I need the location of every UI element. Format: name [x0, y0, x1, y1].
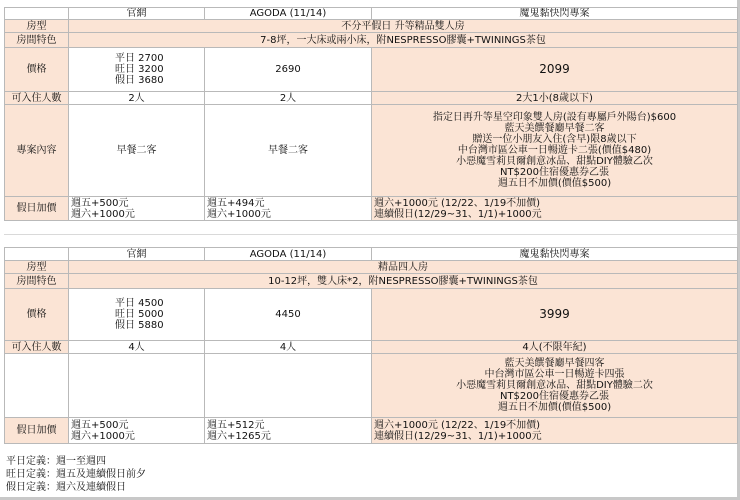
package-item: 中台灣市區公車一日暢遊卡二張(價值$480) — [457, 145, 652, 156]
price-weekday: 平日 4500 — [115, 298, 164, 309]
row-features — [5, 33, 738, 48]
price-peak: 旺日 5000 — [115, 309, 164, 320]
label-surcharge: 假日加價 — [5, 197, 69, 221]
surcharge-line: 週五+500元 — [71, 419, 129, 431]
package-official-empty — [69, 354, 205, 418]
note-peak: 旺日定義：週五及連續假日前夕 — [6, 469, 146, 480]
row-price — [5, 289, 738, 341]
surcharge-official — [69, 418, 205, 444]
note-weekday: 平日定義：週一至週四 — [6, 456, 106, 467]
note-holiday: 假日定義：週六及連續假日 — [6, 482, 126, 493]
header-promo: 魔鬼黏快閃專案 — [372, 248, 738, 261]
surcharge-line: 週六+1000元 — [71, 430, 135, 442]
definitions-notes — [6, 455, 146, 494]
surcharge-promo — [372, 418, 738, 444]
label-price: 價格 — [5, 289, 69, 341]
label-room-type: 房型 — [5, 261, 69, 274]
table-double-room — [4, 7, 738, 221]
label-capacity: 可入住人數 — [5, 92, 69, 105]
package-agoda: 早餐二客 — [205, 105, 372, 197]
label-package: 專案內容 — [5, 105, 69, 197]
package-item: 小惡魔雪莉貝爾創意冰品、甜點DIY體驗二次 — [456, 380, 653, 391]
features-value: 7-8坪，一大床或兩小床，附NESPRESSO膠囊+TWININGS茶包 — [69, 33, 738, 48]
row-surcharge — [5, 197, 738, 221]
header-agoda: AGODA (11/14) — [205, 248, 372, 261]
price-agoda: 2690 — [205, 48, 372, 92]
surcharge-line: 週六+1265元 — [207, 430, 271, 442]
surcharge-line: 週五+500元 — [71, 197, 129, 209]
row-package — [5, 354, 738, 418]
capacity-agoda: 2人 — [205, 92, 372, 105]
price-official — [69, 48, 205, 92]
row-room-type — [5, 20, 738, 33]
table-quad-room — [4, 247, 738, 444]
label-package-empty — [5, 354, 69, 418]
header-agoda: AGODA (11/14) — [205, 8, 372, 20]
package-item: 贈送一位小朋友入住(含早)限8歲以下 — [472, 134, 637, 145]
row-surcharge — [5, 418, 738, 444]
surcharge-line: 連續假日(12/29~31、1/1)+1000元 — [374, 208, 542, 220]
label-room-type: 房型 — [5, 20, 69, 33]
price-official — [69, 289, 205, 341]
header-promo: 魔鬼黏快閃專案 — [372, 8, 738, 20]
package-item: 週五日不加價(價值$500) — [497, 402, 612, 413]
label-price: 價格 — [5, 48, 69, 92]
capacity-agoda: 4人 — [205, 341, 372, 354]
capacity-promo: 4人(不限年紀) — [372, 341, 738, 354]
price-weekday: 平日 2700 — [115, 53, 164, 64]
package-item: 藍天美饌餐廳早餐四客 — [504, 358, 605, 369]
room-type-value: 不分平假日 升等精品雙人房 — [69, 20, 738, 33]
corner-cell — [5, 8, 69, 20]
surcharge-line: 週六+1000元 (12/22、1/19不加價) — [374, 197, 541, 209]
price-peak: 旺日 3200 — [115, 64, 164, 75]
header-row — [5, 8, 738, 20]
package-item: 中台灣市區公車一日暢遊卡四張 — [484, 369, 625, 380]
capacity-official: 4人 — [69, 341, 205, 354]
row-price — [5, 48, 738, 92]
package-promo — [372, 354, 738, 418]
price-holiday: 假日 3680 — [115, 75, 164, 86]
label-surcharge: 假日加價 — [5, 418, 69, 444]
surcharge-agoda — [205, 197, 372, 221]
room-type-value: 精品四人房 — [69, 261, 738, 274]
surcharge-line: 週六+1000元 (12/22、1/19不加價) — [374, 419, 541, 431]
package-item: 週五日不加價(價值$500) — [497, 178, 612, 189]
package-item: 小惡魔雪莉貝爾創意冰品、甜點DIY體驗乙次 — [456, 156, 653, 167]
price-promo: 3999 — [372, 289, 738, 341]
features-value: 10-12坪，雙人床*2，附NESPRESSO膠囊+TWININGS茶包 — [69, 274, 738, 289]
surcharge-agoda — [205, 418, 372, 444]
header-row — [5, 248, 738, 261]
row-capacity — [5, 341, 738, 354]
header-official: 官網 — [69, 248, 205, 261]
label-features: 房間特色 — [5, 33, 69, 48]
label-capacity: 可入住人數 — [5, 341, 69, 354]
surcharge-line: 連續假日(12/29~31、1/1)+1000元 — [374, 430, 542, 442]
package-promo — [372, 105, 738, 197]
price-promo: 2099 — [372, 48, 738, 92]
capacity-official: 2人 — [69, 92, 205, 105]
package-item: NT$200住宿優惠券乙張 — [499, 391, 610, 402]
surcharge-promo — [372, 197, 738, 221]
header-official: 官網 — [69, 8, 205, 20]
package-item: 藍天美饌餐廳早餐二客 — [504, 123, 605, 134]
price-holiday: 假日 5880 — [115, 320, 164, 331]
surcharge-line: 週五+494元 — [207, 197, 265, 209]
row-capacity — [5, 92, 738, 105]
surcharge-official — [69, 197, 205, 221]
package-item: 指定日再升等星空印象雙人房(設有專屬戶外陽台)$600 — [432, 112, 677, 123]
price-agoda: 4450 — [205, 289, 372, 341]
surcharge-line: 週五+512元 — [207, 419, 265, 431]
row-features — [5, 274, 738, 289]
row-package — [5, 105, 738, 197]
gridline — [4, 234, 737, 235]
row-room-type — [5, 261, 738, 274]
package-agoda-empty — [205, 354, 372, 418]
package-item: NT$200住宿優惠券乙張 — [499, 167, 610, 178]
corner-cell — [5, 248, 69, 261]
surcharge-line: 週六+1000元 — [71, 208, 135, 220]
package-official: 早餐二客 — [69, 105, 205, 197]
capacity-promo: 2大1小(8歲以下) — [372, 92, 738, 105]
surcharge-line: 週六+1000元 — [207, 208, 271, 220]
label-features: 房間特色 — [5, 274, 69, 289]
